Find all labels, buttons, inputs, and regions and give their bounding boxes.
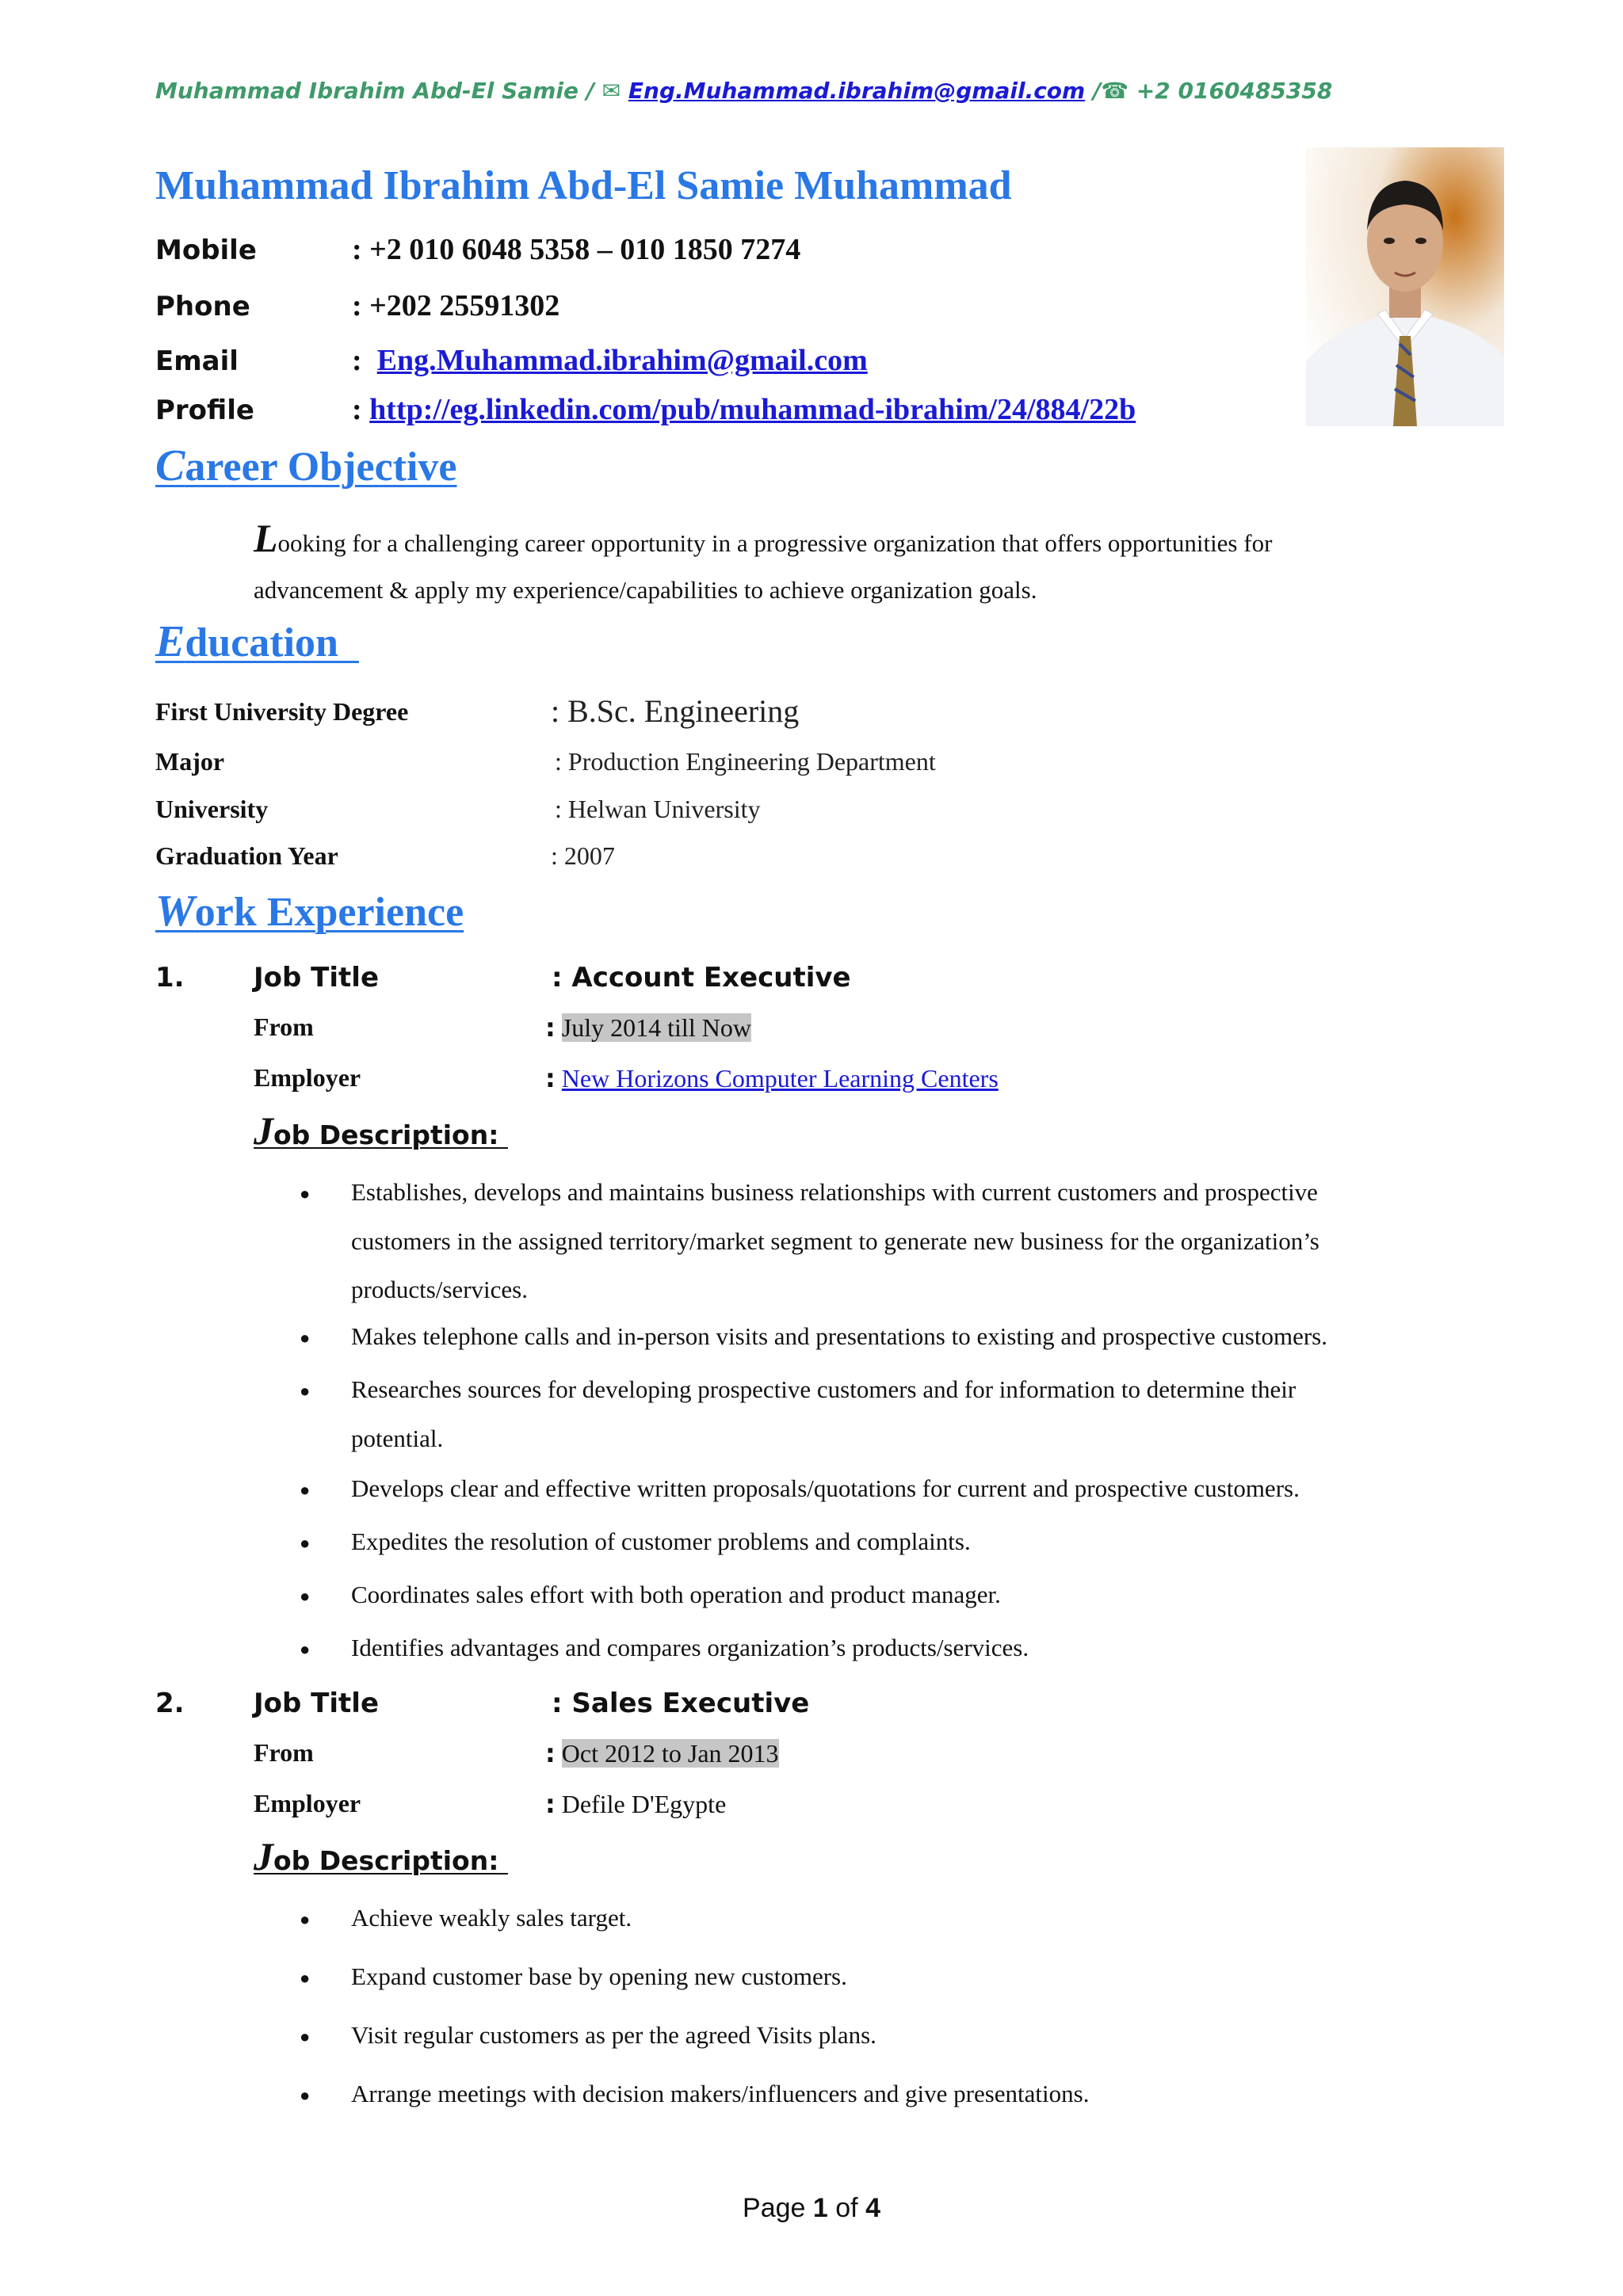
education-label-graduation: Graduation Year	[155, 841, 338, 870]
job-2-number: 2.	[155, 1688, 185, 1719]
job-1-bullet-7: Identifies advantages and compares organization’s products/services.	[351, 1634, 1029, 1661]
work-experience-heading: Work Experience	[155, 887, 464, 936]
job-2-bullet-3: Visit regular customers as per the agreed Visits plans.	[351, 2021, 876, 2049]
job-2-employer-label: Employer	[254, 1789, 361, 1817]
education-heading: Education	[155, 617, 338, 666]
job-1-bullet-5: Expedites the resolution of customer problems and complaints.	[351, 1527, 971, 1555]
education-value-degree: : B.Sc. Engineering	[551, 693, 800, 729]
phone-icon: ☎	[1101, 78, 1129, 104]
job-2-bullet-4: Arrange meetings with decision makers/influencers and give presentations.	[351, 2080, 1090, 2107]
job-1-from-value: July 2014 till Now	[561, 1013, 751, 1042]
career-objective-line-1: Looking for a challenging career opportunity in a progressive organization that offers opportunities for	[254, 516, 1273, 560]
job-2-employer-value: Defile D'Egypte	[561, 1790, 727, 1818]
bullet-icon: ●	[300, 1328, 311, 1348]
bullet-icon: ●	[300, 1909, 311, 1929]
education-label-university: University	[155, 795, 269, 823]
bullet-icon: ●	[300, 1480, 311, 1500]
job-1-number: 1.	[155, 962, 185, 994]
job-1-employer-row: : New Horizons Computer Learning Centers	[545, 1063, 999, 1093]
phone-value: : +202 25591302	[352, 289, 560, 322]
bullet-icon: ●	[300, 1639, 311, 1659]
job-1-bullet-1a: Establishes, develops and maintains business relationships with current customers and prospective	[351, 1178, 1318, 1206]
job-1-employer-link[interactable]: New Horizons Computer Learning Centers	[561, 1064, 999, 1093]
profile-row: : http://eg.linkedin.com/pub/muhammad-ibrahim/24/884/22b	[352, 393, 1136, 426]
email-row: : Eng.Muhammad.ibrahim@gmail.com	[352, 344, 868, 377]
education-value-graduation: : 2007	[551, 841, 615, 870]
job-1-bullet-3b: potential.	[351, 1425, 444, 1452]
profile-label: Profile	[155, 395, 254, 426]
bullet-icon: ●	[300, 1968, 311, 1988]
job-2-employer-row: : Defile D'Egypte	[545, 1789, 727, 1819]
header-email-link[interactable]: Eng.Muhammad.ibrahim@gmail.com	[628, 78, 1086, 104]
bullet-icon: ●	[300, 2027, 311, 2046]
job-1-bullet-6: Coordinates sales effort with both operation and product manager.	[351, 1581, 1001, 1608]
job-2-bullet-2: Expand customer base by opening new customers.	[351, 1962, 847, 1990]
page-footer: Page 1 of 4	[743, 2193, 880, 2223]
job-2-title-label: Job Title	[254, 1688, 379, 1719]
header-line: Muhammad Ibrahim Abd-El Samie / ✉ Eng.Muhammad.ibrahim@gmail.com /☎ +2 0160485358	[155, 78, 1333, 104]
job-2-from-value: Oct 2012 to Jan 2013	[561, 1739, 779, 1768]
bullet-icon: ●	[300, 1586, 311, 1606]
job-1-bullet-2: Makes telephone calls and in-person visits and presentations to existing and prospective customers.	[351, 1322, 1327, 1350]
email-link[interactable]: Eng.Muhammad.ibrahim@gmail.com	[376, 344, 868, 377]
job-2-title-value: : Sales Executive	[552, 1688, 810, 1719]
page-total: 4	[865, 2193, 880, 2223]
education-value-university: : Helwan University	[555, 795, 761, 823]
job-2-from-row: : Oct 2012 to Jan 2013	[545, 1738, 779, 1768]
header-phone: +2 0160485358	[1128, 78, 1333, 104]
profile-link[interactable]: http://eg.linkedin.com/pub/muhammad-ibrahim/24/884/22b	[369, 393, 1136, 426]
bullet-icon: ●	[300, 2085, 311, 2105]
job-2-bullet-1: Achieve weakly sales target.	[351, 1904, 632, 1932]
job-2-description-heading: Job Description:	[254, 1834, 499, 1878]
job-1-from-label: From	[254, 1013, 314, 1041]
education-label-major: Major	[155, 747, 225, 776]
job-1-bullet-1c: products/services.	[351, 1276, 528, 1303]
mobile-label: Mobile	[155, 235, 257, 266]
portrait-image	[1306, 147, 1504, 426]
job-1-bullet-1b: customers in the assigned territory/market segment to generate new business for the organization’s	[351, 1227, 1319, 1255]
job-1-bullet-3a: Researches sources for developing prospective customers and for information to determine their	[351, 1375, 1296, 1403]
job-1-description-heading: Job Description:	[254, 1108, 499, 1153]
bullet-icon: ●	[300, 1184, 311, 1203]
profile-photo	[1306, 147, 1504, 426]
email-label: Email	[155, 345, 239, 377]
mobile-value: : +2 010 6048 5358 – 010 1850 7274	[352, 233, 801, 266]
header-name: Muhammad Ibrahim Abd-El Samie	[155, 78, 579, 104]
career-objective-heading: Career Objective	[155, 441, 457, 490]
job-1-bullet-4: Develops clear and effective written proposals/quotations for current and prospective customers.	[351, 1474, 1300, 1502]
job-2-from-label: From	[254, 1738, 314, 1767]
envelope-icon: ✉	[601, 78, 621, 104]
page-number: 1	[812, 2193, 828, 2223]
education-value-major: : Production Engineering Department	[555, 747, 936, 776]
job-1-title-label: Job Title	[254, 962, 379, 994]
job-1-title-value: : Account Executive	[552, 962, 851, 994]
job-1-from-row: : July 2014 till Now	[545, 1013, 751, 1043]
bullet-icon: ●	[300, 1381, 311, 1401]
education-label-degree: First University Degree	[155, 697, 409, 726]
job-1-employer-label: Employer	[254, 1063, 361, 1092]
full-name: Muhammad Ibrahim Abd-El Samie Muhammad	[155, 163, 1012, 208]
bullet-icon: ●	[300, 1533, 311, 1553]
phone-label: Phone	[155, 291, 250, 322]
career-objective-line-2: advancement & apply my experience/capabilities to achieve organization goals.	[254, 576, 1037, 604]
